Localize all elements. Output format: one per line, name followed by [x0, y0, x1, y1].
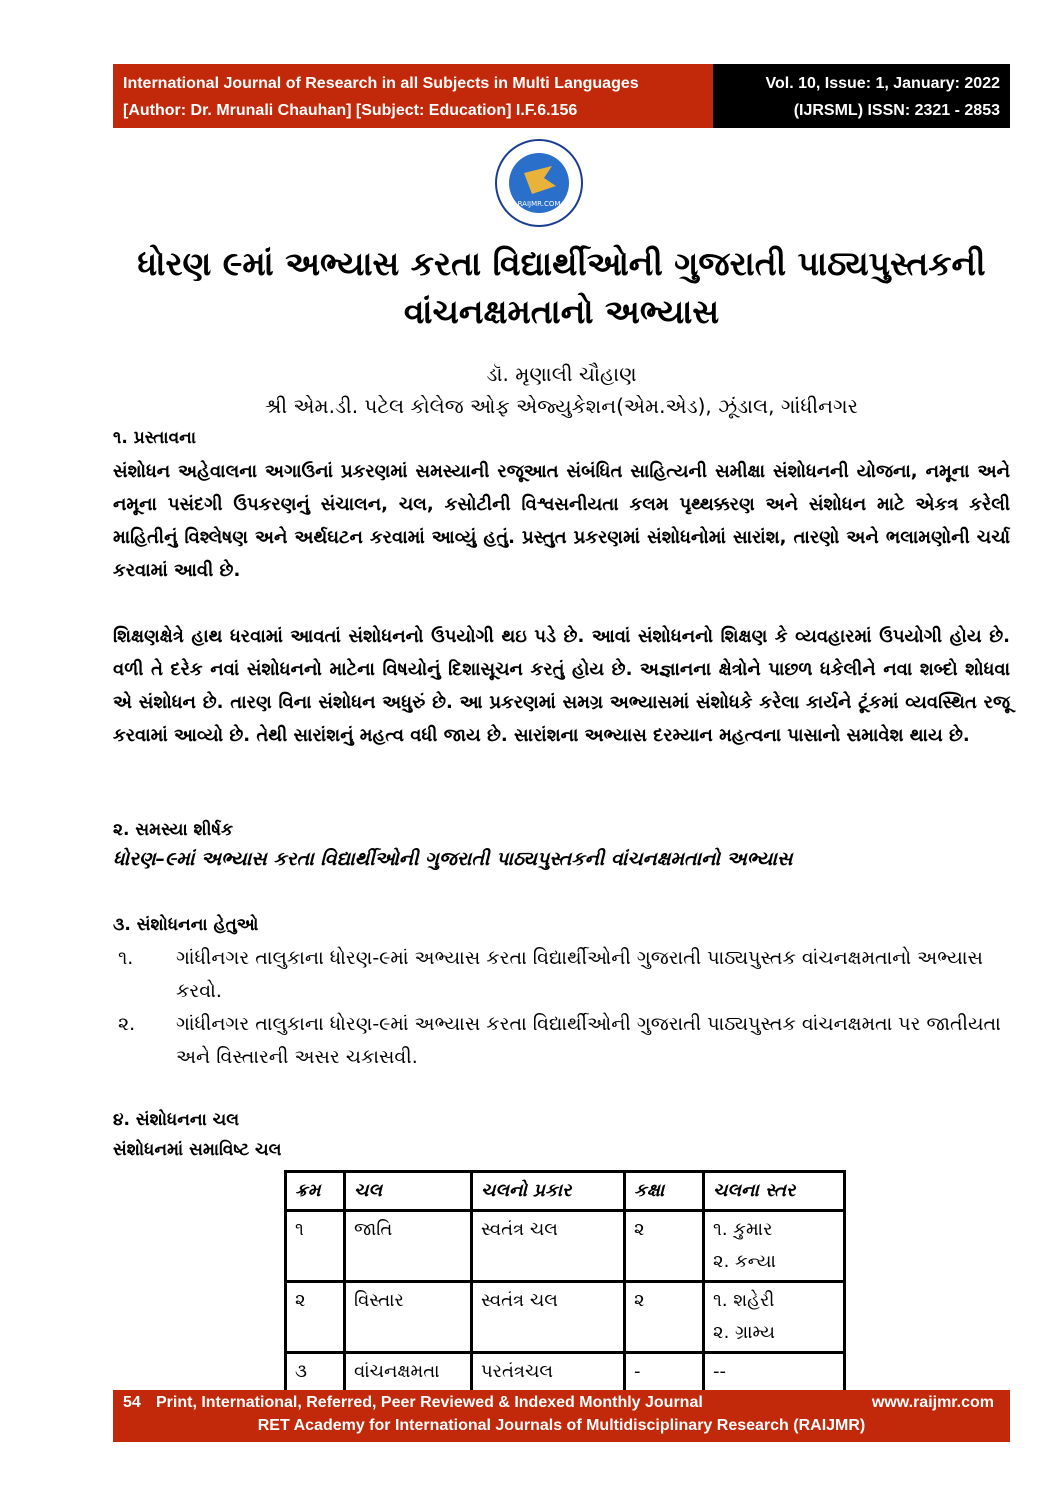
level: ૧. કુમાર	[713, 1219, 773, 1240]
author-name: ડૉ. મૃણાલી ચૌહાણ	[486, 362, 637, 386]
title-line-1: ધોરણ ૯માં અભ્યાસ કરતા વિદ્યાર્થીઓની ગુજરાતી પાઠ્યપુસ્તકની	[137, 244, 986, 283]
section-4-heading: ૪. સંશોધનના ચલ	[113, 1110, 240, 1130]
paragraph: શિક્ષણક્ષેત્રે હાથ ધરવામાં આવતાં સંશોધનનો ઉપયોગી થઇ પડે છે. આવાં સંશોધનનો શિક્ષણ કે વ્યવહારમાં ઉપયોગી હોય છે. વળી તે દરેક નવાં સંશોધનનો માટેના વિષયોનું દિશાસૂચન કરતું હોય છે. અજ્ઞાનના ક્ષેત્રોને પાછળ ધકેલીને નવા શબ્દો શોધવા એ સંશોધન છે. તારણ વિના સંશોધન અધુરું છે. આ પ્રકરણમાં સમગ્ર અભ્યાસમાં સંશોધકે કરેલા કાર્યને ટૂંકમાં વ્યવસ્થિત રજૂ કરવામાં આવ્યો છે. તેથી સારાંશનું મહત્વ વધી જાય છે. સારાંશના અભ્યાસ દરમ્યાન મહત્વના પાસાનો સમાવેશ થાય છે.	[113, 626, 1010, 746]
journal-footer	[113, 1390, 1010, 1442]
cell: વિસ્તાર	[345, 1282, 472, 1353]
section-2-heading: ૨. સમસ્યા શીર્ષક	[113, 820, 234, 840]
cell: સ્વતંત્ર ચલ	[472, 1282, 625, 1353]
cell: ૩	[286, 1353, 345, 1392]
cell: --	[704, 1353, 845, 1392]
cell	[704, 1282, 845, 1353]
author-block	[113, 358, 1010, 422]
table-row	[286, 1353, 845, 1392]
list-text: ગાંધીનગર તાલુકાના ધોરણ-૯માં અભ્યાસ કરતા વિદ્યાર્થીઓની ગુજરાતી પાઠ્યપુસ્તક વાંચનક્ષમતા પર જાતીયતા અને વિસ્તારની અસર ચકાસવી.	[176, 1013, 1001, 1068]
publisher: RET Academy for International Journals of Multidisciplinary Research (RAIJMR)	[257, 1417, 866, 1434]
cell: પરતંત્રચલ	[472, 1353, 625, 1392]
page-number: 54	[123, 1394, 141, 1411]
logo-text: RAIJMR.COM	[517, 200, 561, 208]
cell: જાતિ	[345, 1211, 472, 1282]
column-header: ચલના સ્તર	[704, 1172, 845, 1211]
website-link[interactable]: www.raijmr.com	[871, 1394, 994, 1411]
cell: ૨	[625, 1282, 704, 1353]
list-number: ૧.	[118, 947, 134, 969]
author-subject-line: [Author: Dr. Mrunali Chauhan] [Subject: Education] I.F.6.156	[123, 102, 578, 119]
column-header: ચલનો પ્રકાર	[472, 1172, 625, 1211]
level: ૨. કન્યા	[713, 1251, 776, 1272]
section-4-subheading: સંશોધનમાં સમાવિષ્ટ ચલ	[113, 1140, 282, 1160]
section-1-heading: ૧. પ્રસ્તાવના	[113, 428, 197, 448]
volume-info: Vol. 10, Issue: 1, January: 2022	[765, 75, 1000, 92]
issn: (IJRSML) ISSN: 2321 - 2853	[793, 102, 1000, 119]
cell: વાંચનક્ષમતા	[345, 1353, 472, 1392]
journal-header	[113, 64, 1010, 128]
cell: -	[625, 1353, 704, 1392]
cell: ૧	[286, 1211, 345, 1282]
list-text: ગાંધીનગર તાલુકાના ધોરણ-૯માં અભ્યાસ કરતા વિદ્યાર્થીઓની ગુજરાતી પાઠ્યપુસ્તક વાંચનક્ષમતાનો અભ્યાસ કરવો.	[176, 947, 983, 1002]
cell: ૨	[286, 1282, 345, 1353]
title-line-2: વાંચનક્ષમતાનો અભ્યાસ	[403, 292, 720, 331]
paragraph: સંશોધન અહેવાલના અગાઉનાં પ્રકરણમાં સમસ્યાની રજૂઆત સંબંધિત સાહિત્યની સમીક્ષા સંશોધનની યોજના, નમૂના અને નમૂના પસંદગી ઉપકરણનું સંચાલન, ચલ, કસોટીની વિશ્વસનીયતા કલમ પૃથ્થક્કરણ અને સંશોધન માટે એકત્ર કરેલી માહિતીનું વિશ્લેષણ અને અર્થઘટન કરવામાં આવ્યું હતું. પ્રસ્તુત પ્રકરણમાં સંશોધનોમાં સારાંશ, તારણો અને ભલામણોની ચર્ચા કરવામાં આવી છે.	[113, 461, 1010, 581]
author-affiliation: શ્રી એમ.ડી. પટેલ કોલેજ ઓફ એજ્યુકેશન(એમ.એડ), ઝૂંડાલ, ગાંધીનગર	[265, 394, 858, 418]
cell: સ્વતંત્ર ચલ	[472, 1211, 625, 1282]
column-header: કક્ષા	[625, 1172, 704, 1211]
problem-title: ધોરણ–૯માં અભ્યાસ કરતા વિદ્યાર્થીઓની ગુજરાતી પાઠ્યપુસ્તકની વાંચનક્ષમતાનો અભ્યાસ	[113, 848, 793, 870]
list-item	[118, 942, 1010, 1008]
column-header: ચલ	[345, 1172, 472, 1211]
level: ૧. શહેરી	[713, 1290, 775, 1311]
table-row	[286, 1282, 845, 1353]
section-3-heading: ૩. સંશોધનના હેતુઓ	[113, 915, 259, 935]
footer-tagline: Print, International, Referred, Peer Reviewed & Indexed Monthly Journal	[156, 1394, 703, 1411]
cell	[704, 1211, 845, 1282]
variables-table	[284, 1170, 846, 1393]
level: ૨. ગ્રામ્ય	[713, 1322, 776, 1343]
table-header-row	[286, 1172, 845, 1211]
article-title	[113, 240, 1010, 336]
table-row	[286, 1211, 845, 1282]
column-header: ક્રમ	[286, 1172, 345, 1211]
raijmr-logo	[494, 138, 584, 228]
list-item	[118, 1008, 1010, 1074]
cell: ૨	[625, 1211, 704, 1282]
journal-name: International Journal of Research in all Subjects in Multi Languages	[123, 75, 639, 92]
list-number: ૨.	[118, 1013, 136, 1035]
